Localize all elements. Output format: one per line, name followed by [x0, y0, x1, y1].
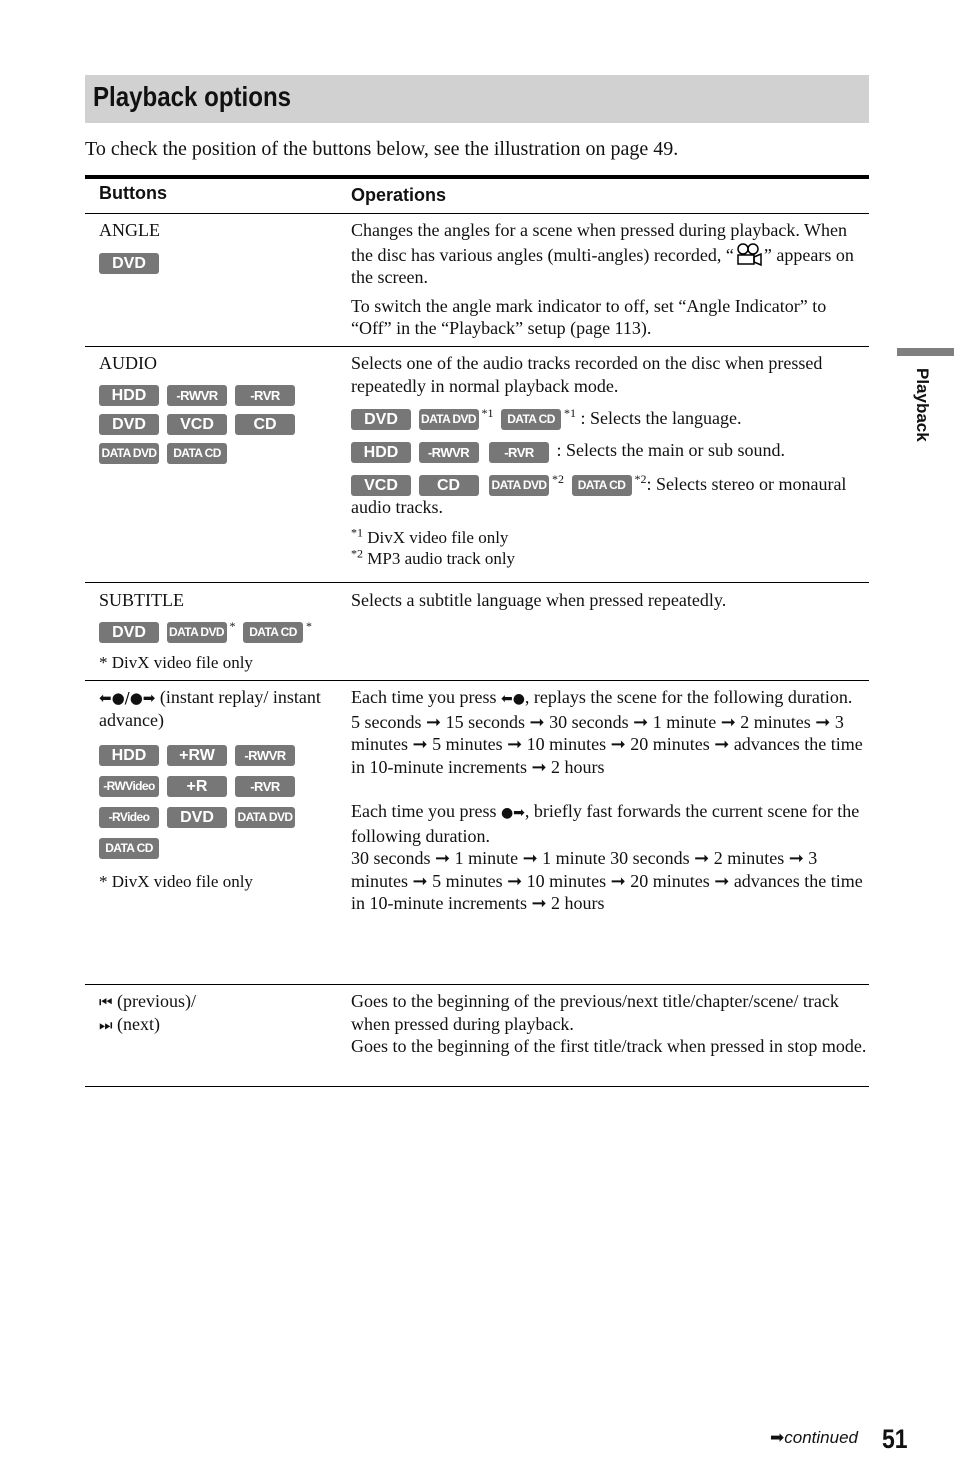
- footnote-text: * DivX video file only: [99, 653, 253, 673]
- disc-badge: CD: [419, 475, 479, 496]
- button-name: (next): [117, 1014, 160, 1034]
- disc-badge: -RVR: [235, 385, 295, 406]
- table-bottom-rule: [85, 1086, 869, 1087]
- disc-badge: DATA CD: [167, 443, 227, 464]
- footnote-text: MP3 audio track only: [367, 548, 516, 568]
- footnote-mark: *: [306, 619, 312, 633]
- footnote-mark: *2: [351, 545, 363, 560]
- divider: [85, 213, 869, 214]
- op-text: To switch the angle mark indicator to off, set “Angle Indicator” to “Off” in the “Playback” setup (page 113).: [351, 295, 827, 338]
- table-top-rule: [85, 175, 869, 179]
- disc-badge: +R: [167, 776, 227, 797]
- op-text: 30 seconds ➞ 1 minute ➞ 1 minute 30 seconds ➞ 2 minutes ➞ 3 minutes ➞ 5 minutes ➞ 10 minutes ➞ 20 minutes ➞ advances the time in 10-minute increments ➞ 2 hours: [351, 848, 863, 913]
- footnote-mark: *2: [634, 471, 647, 486]
- previous-icon: ⏮: [99, 993, 113, 1011]
- op-text: ” appears on the screen.: [351, 244, 854, 287]
- footnote-mark: *: [229, 619, 236, 633]
- advance-icon: ●➡: [500, 805, 525, 821]
- op-text: Selects a subtitle language when pressed repeatedly.: [351, 590, 727, 610]
- disc-badge: HDD: [99, 385, 159, 406]
- footnote-mark: *1: [351, 524, 363, 539]
- op-text: 5 seconds ➞ 15 seconds ➞ 30 seconds ➞ 1 minute ➞ 2 minutes ➞ 3 minutes ➞ 5 minutes ➞ 10 minutes ➞ 20 minutes ➞ advances the time in 10-minute increments ➞ 2 hours: [351, 711, 863, 777]
- disc-badge: +RW: [167, 745, 227, 766]
- disc-badge: HDD: [99, 745, 159, 766]
- side-tab-label: Playback: [913, 368, 932, 442]
- op-text: , replays the scene for the following duration.: [524, 687, 853, 707]
- disc-badge: -RWVR: [419, 442, 479, 463]
- button-name: (instant replay/ instant advance): [99, 687, 321, 730]
- section-title-bar: [85, 75, 869, 123]
- replay-icon: ⬅●: [500, 691, 525, 707]
- page-title: Playback options: [93, 81, 292, 112]
- intro-text: To check the position of the buttons below, see the illustration on page 49.: [85, 138, 679, 160]
- op-text: , briefly fast forwards the current scene for the following duration.: [351, 801, 860, 846]
- footnote-mark: *1: [564, 406, 576, 420]
- column-header-operations: Operations: [351, 185, 447, 205]
- disc-badge: HDD: [351, 442, 411, 463]
- column-header-buttons: Buttons: [99, 183, 167, 203]
- arrow-right-icon: ➡: [770, 1428, 785, 1448]
- button-name: SUBTITLE: [99, 590, 184, 610]
- disc-badge: DVD: [99, 622, 159, 643]
- op-text: : Selects stereo or monaural audio tracks.: [351, 473, 847, 518]
- disc-badge: DATA DVD: [419, 409, 479, 430]
- angle-mark-icon: [734, 242, 764, 264]
- op-text: Each time you press: [351, 801, 497, 821]
- footnote-mark: *1: [481, 406, 494, 420]
- op-text: Goes to the beginning of the previous/next title/chapter/scene/ track when pressed during playback.: [351, 991, 839, 1034]
- disc-badge: DVD: [99, 414, 159, 435]
- op-text: : Selects the main or sub sound.: [556, 440, 785, 461]
- divider: [85, 582, 869, 583]
- next-icon: ⏭: [99, 1016, 113, 1034]
- disc-badge: DVD: [167, 807, 227, 828]
- disc-badge: DATA CD: [99, 838, 159, 859]
- disc-badge: -RVideo: [99, 807, 159, 828]
- disc-badge: DATA DVD: [489, 475, 549, 496]
- disc-badge: DATA DVD: [99, 443, 159, 464]
- disc-badge: VCD: [351, 475, 411, 496]
- op-text: Selects one of the audio tracks recorded on the disc when pressed repeatedly in normal playback mode.: [351, 353, 823, 396]
- op-text: Each time you press: [351, 687, 497, 707]
- disc-badge: CD: [235, 414, 295, 435]
- op-text: : Selects the language.: [580, 408, 742, 428]
- button-name: ANGLE: [99, 220, 160, 240]
- divider: [85, 984, 869, 985]
- side-tab-bar: [897, 348, 954, 356]
- continued-text: continued: [784, 1428, 858, 1447]
- disc-badge: DVD: [351, 409, 411, 430]
- footnote-text: * DivX video file only: [99, 872, 253, 891]
- disc-badge: -RWVR: [167, 385, 227, 406]
- button-name: (previous)/: [117, 991, 196, 1011]
- op-text: Changes the angles for a scene when pressed during playback. When the disc has various angles (multi-angles) recorded, “: [351, 220, 848, 265]
- disc-badge: DATA DVD: [235, 807, 295, 828]
- disc-badge: VCD: [167, 414, 227, 435]
- disc-badge: -RWVR: [235, 745, 295, 766]
- disc-badge: DATA CD: [501, 409, 561, 430]
- page-number: 51: [882, 1424, 908, 1454]
- disc-badge: DATA CD: [572, 475, 632, 496]
- footnote-text: DivX video file only: [367, 527, 509, 547]
- footnote-mark: *2: [552, 471, 564, 486]
- divider: [85, 346, 869, 347]
- instant-replay-icon: ⬅●/●➡: [99, 689, 156, 707]
- button-name: AUDIO: [99, 353, 157, 373]
- disc-badge: -RVR: [489, 442, 549, 463]
- disc-badge: DVD: [99, 253, 159, 274]
- disc-badge: -RWVideo: [99, 776, 159, 797]
- disc-badge: DATA CD: [243, 622, 303, 643]
- disc-badge: -RVR: [235, 776, 295, 797]
- continued-label: [770, 1428, 858, 1448]
- op-text: Goes to the beginning of the first title/track when pressed in stop mode.: [351, 1036, 867, 1056]
- divider: [85, 680, 869, 681]
- disc-badge: DATA DVD: [167, 622, 227, 643]
